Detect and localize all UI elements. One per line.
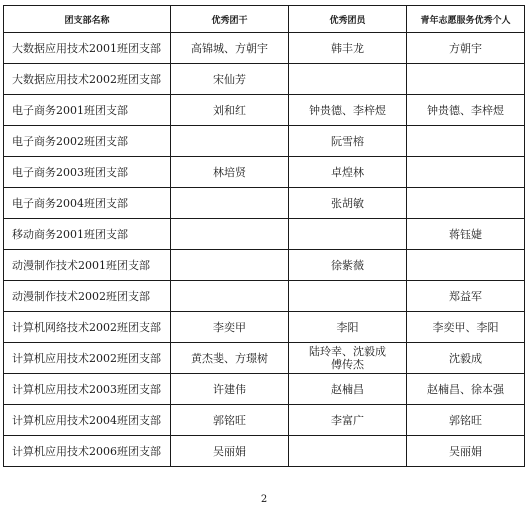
cell-branch: 计算机应用技术2003班团支部 <box>4 374 171 405</box>
cell-volunteer: 沈毅成 <box>407 343 525 374</box>
table-row <box>4 126 525 157</box>
table-row <box>4 312 525 343</box>
table-row <box>4 219 525 250</box>
cell-member <box>289 64 407 95</box>
cell-cadre: 宋仙芳 <box>171 64 289 95</box>
table-row <box>4 188 525 219</box>
table-row <box>4 95 525 126</box>
cell-branch: 大数据应用技术2002班团支部 <box>4 64 171 95</box>
cell-member: 陆玲幸、沈毅成 傅传杰 <box>289 343 407 374</box>
cell-member: 钟贵德、李梓煜 <box>289 95 407 126</box>
cell-volunteer: 郑益军 <box>407 281 525 312</box>
table-row <box>4 281 525 312</box>
cell-member: 韩丰龙 <box>289 33 407 64</box>
header-outstanding-volunteer: 青年志愿服务优秀个人 <box>407 6 525 33</box>
cell-cadre <box>171 126 289 157</box>
cell-volunteer <box>407 250 525 281</box>
cell-member: 徐紫薇 <box>289 250 407 281</box>
cell-member: 赵楠昌 <box>289 374 407 405</box>
cell-branch: 计算机应用技术2002班团支部 <box>4 343 171 374</box>
cell-volunteer <box>407 126 525 157</box>
header-branch-name: 团支部名称 <box>4 6 171 33</box>
cell-cadre <box>171 219 289 250</box>
cell-member: 李富广 <box>289 405 407 436</box>
cell-branch: 电子商务2003班团支部 <box>4 157 171 188</box>
cell-cadre: 吴丽娟 <box>171 436 289 467</box>
table-header-row <box>4 6 525 33</box>
cell-branch: 计算机网络技术2002班团支部 <box>4 312 171 343</box>
cell-branch: 动漫制作技术2001班团支部 <box>4 250 171 281</box>
cell-branch: 电子商务2002班团支部 <box>4 126 171 157</box>
table-row <box>4 436 525 467</box>
cell-branch: 动漫制作技术2002班团支部 <box>4 281 171 312</box>
cell-member <box>289 436 407 467</box>
cell-member: 张胡敏 <box>289 188 407 219</box>
cell-cadre <box>171 188 289 219</box>
cell-branch: 计算机应用技术2006班团支部 <box>4 436 171 467</box>
cell-member <box>289 281 407 312</box>
cell-cadre: 高锦城、方朝宇 <box>171 33 289 64</box>
cell-cadre <box>171 250 289 281</box>
cell-volunteer: 赵楠昌、徐本强 <box>407 374 525 405</box>
header-outstanding-member: 优秀团员 <box>289 6 407 33</box>
cell-volunteer: 李奕甲、李阳 <box>407 312 525 343</box>
cell-cadre: 林培贤 <box>171 157 289 188</box>
cell-member <box>289 219 407 250</box>
cell-volunteer: 蒋钰婕 <box>407 219 525 250</box>
table-row <box>4 157 525 188</box>
cell-branch: 计算机应用技术2004班团支部 <box>4 405 171 436</box>
cell-volunteer: 吴丽娟 <box>407 436 525 467</box>
table-row <box>4 33 525 64</box>
cell-volunteer <box>407 64 525 95</box>
cell-volunteer: 钟贵德、李梓煜 <box>407 95 525 126</box>
cell-volunteer <box>407 188 525 219</box>
award-table <box>3 5 525 467</box>
table-row <box>4 405 525 436</box>
cell-member: 李阳 <box>289 312 407 343</box>
cell-branch: 电子商务2004班团支部 <box>4 188 171 219</box>
cell-volunteer: 方朝宇 <box>407 33 525 64</box>
cell-cadre: 李奕甲 <box>171 312 289 343</box>
cell-cadre: 黄杰斐、方璟树 <box>171 343 289 374</box>
cell-cadre: 许建伟 <box>171 374 289 405</box>
cell-branch: 电子商务2001班团支部 <box>4 95 171 126</box>
cell-branch: 大数据应用技术2001班团支部 <box>4 33 171 64</box>
table-row <box>4 374 525 405</box>
cell-branch: 移动商务2001班团支部 <box>4 219 171 250</box>
table-row <box>4 343 525 374</box>
table-row <box>4 250 525 281</box>
cell-volunteer: 郭铭旺 <box>407 405 525 436</box>
cell-cadre: 郭铭旺 <box>171 405 289 436</box>
cell-volunteer <box>407 157 525 188</box>
cell-cadre: 刘和红 <box>171 95 289 126</box>
page-number: 2 <box>260 494 268 505</box>
cell-member: 卓煌林 <box>289 157 407 188</box>
cell-cadre <box>171 281 289 312</box>
cell-member: 阮雪榕 <box>289 126 407 157</box>
table-row <box>4 64 525 95</box>
header-outstanding-cadre: 优秀团干 <box>171 6 289 33</box>
